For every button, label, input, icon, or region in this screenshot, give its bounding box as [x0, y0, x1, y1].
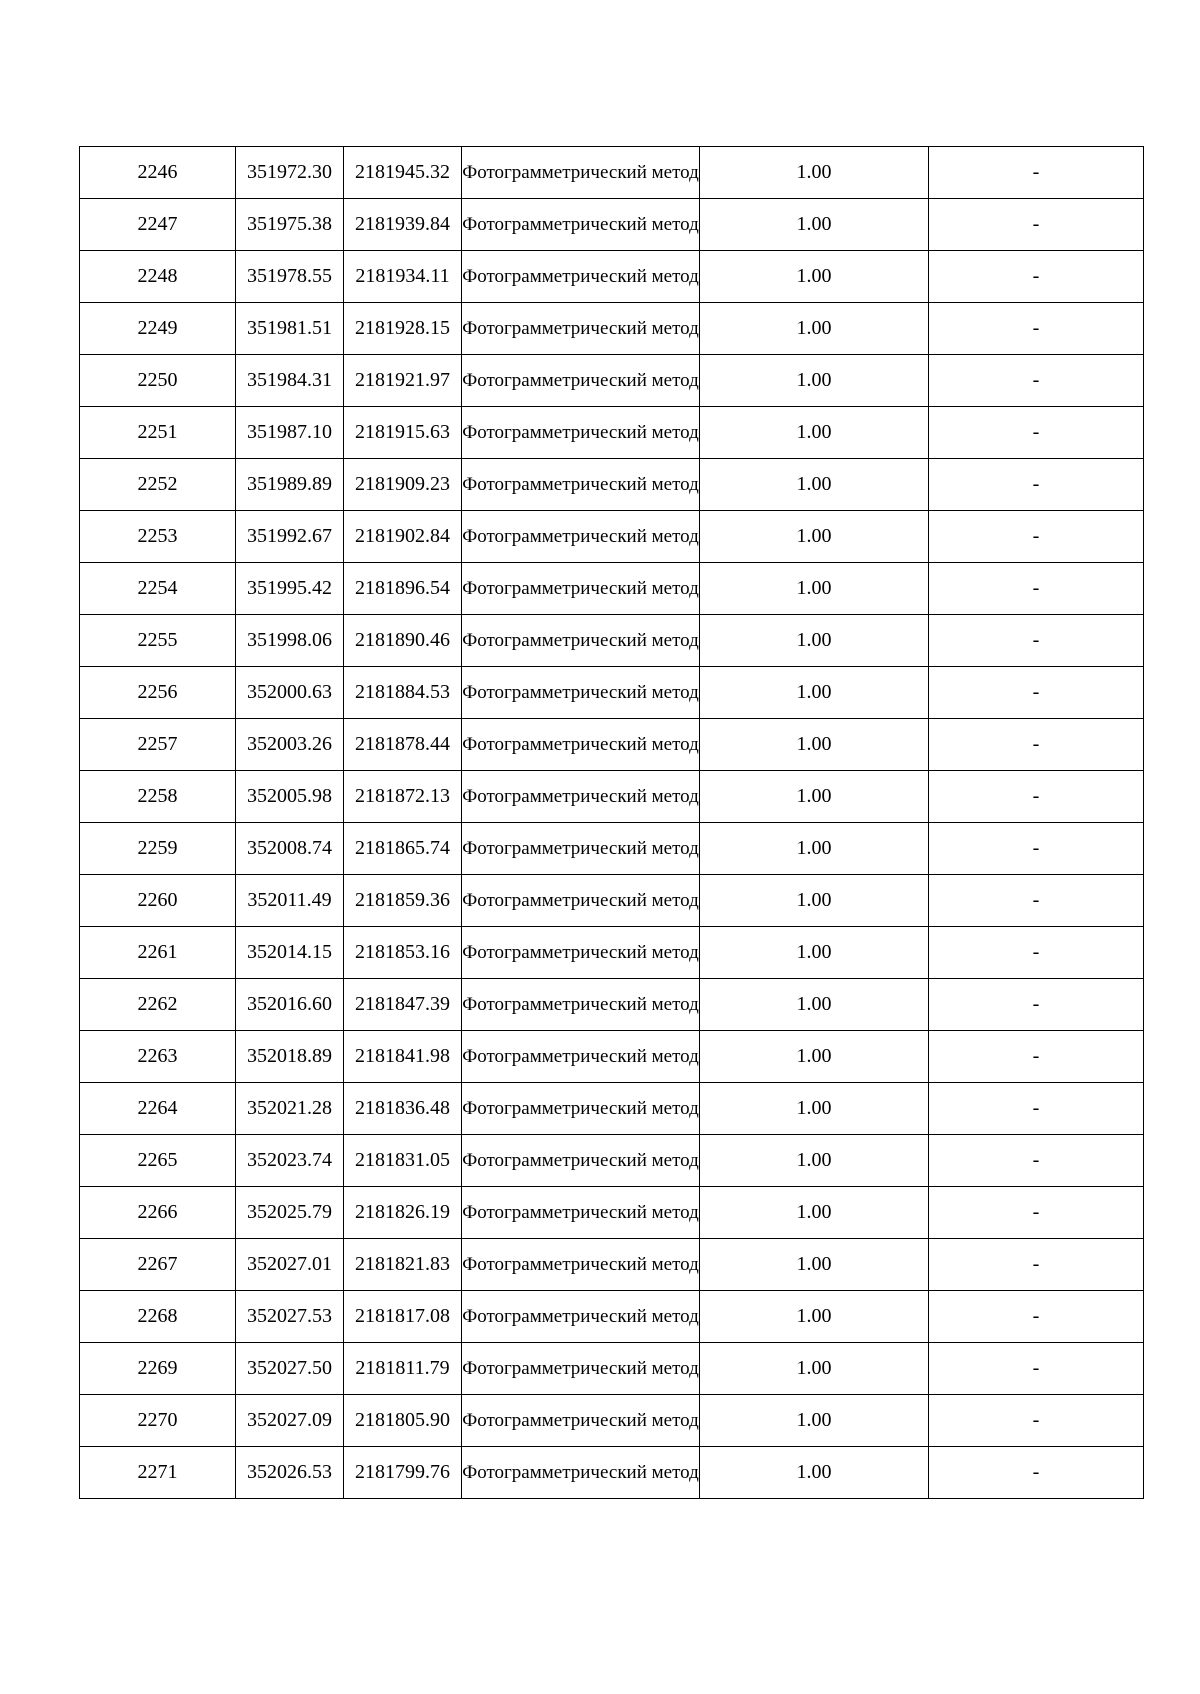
- note-cell: -: [929, 1135, 1144, 1187]
- table-row: [80, 147, 1144, 199]
- method-cell: Фотограмметрический метод: [462, 615, 700, 667]
- table-row: [80, 355, 1144, 407]
- method-cell: Фотограмметрический метод: [462, 147, 700, 199]
- x-coordinate-cell: 352016.60: [236, 979, 344, 1031]
- point-number-cell: 2250: [80, 355, 236, 407]
- accuracy-cell: 1.00: [700, 615, 929, 667]
- x-coordinate-cell: 351989.89: [236, 459, 344, 511]
- x-coordinate-cell: 352021.28: [236, 1083, 344, 1135]
- point-number-cell: 2267: [80, 1239, 236, 1291]
- note-cell: -: [929, 771, 1144, 823]
- y-coordinate-cell: 2181821.83: [344, 1239, 462, 1291]
- point-number-cell: 2262: [80, 979, 236, 1031]
- y-coordinate-cell: 2181831.05: [344, 1135, 462, 1187]
- y-coordinate-cell: 2181872.13: [344, 771, 462, 823]
- coordinates-table: [79, 146, 1144, 1499]
- y-coordinate-cell: 2181826.19: [344, 1187, 462, 1239]
- point-number-cell: 2252: [80, 459, 236, 511]
- point-number-cell: 2261: [80, 927, 236, 979]
- note-cell: -: [929, 147, 1144, 199]
- method-cell: Фотограмметрический метод: [462, 303, 700, 355]
- table-row: [80, 1135, 1144, 1187]
- table-row: [80, 979, 1144, 1031]
- note-cell: -: [929, 251, 1144, 303]
- x-coordinate-cell: 352025.79: [236, 1187, 344, 1239]
- table-row: [80, 1239, 1144, 1291]
- method-cell: Фотограмметрический метод: [462, 1343, 700, 1395]
- point-number-cell: 2251: [80, 407, 236, 459]
- method-cell: Фотограмметрический метод: [462, 927, 700, 979]
- method-cell: Фотограмметрический метод: [462, 823, 700, 875]
- table-row: [80, 719, 1144, 771]
- x-coordinate-cell: 352014.15: [236, 927, 344, 979]
- table-row: [80, 927, 1144, 979]
- method-cell: Фотограмметрический метод: [462, 1135, 700, 1187]
- point-number-cell: 2260: [80, 875, 236, 927]
- point-number-cell: 2255: [80, 615, 236, 667]
- y-coordinate-cell: 2181915.63: [344, 407, 462, 459]
- point-number-cell: 2270: [80, 1395, 236, 1447]
- y-coordinate-cell: 2181817.08: [344, 1291, 462, 1343]
- method-cell: Фотограмметрический метод: [462, 1239, 700, 1291]
- table-row: [80, 407, 1144, 459]
- accuracy-cell: 1.00: [700, 355, 929, 407]
- x-coordinate-cell: 352027.53: [236, 1291, 344, 1343]
- y-coordinate-cell: 2181896.54: [344, 563, 462, 615]
- table-row: [80, 615, 1144, 667]
- y-coordinate-cell: 2181878.44: [344, 719, 462, 771]
- x-coordinate-cell: 352003.26: [236, 719, 344, 771]
- method-cell: Фотограмметрический метод: [462, 1031, 700, 1083]
- table-row: [80, 1291, 1144, 1343]
- accuracy-cell: 1.00: [700, 1447, 929, 1499]
- y-coordinate-cell: 2181865.74: [344, 823, 462, 875]
- point-number-cell: 2246: [80, 147, 236, 199]
- method-cell: Фотограмметрический метод: [462, 251, 700, 303]
- note-cell: -: [929, 1239, 1144, 1291]
- x-coordinate-cell: 351984.31: [236, 355, 344, 407]
- y-coordinate-cell: 2181836.48: [344, 1083, 462, 1135]
- method-cell: Фотограмметрический метод: [462, 771, 700, 823]
- note-cell: -: [929, 407, 1144, 459]
- method-cell: Фотограмметрический метод: [462, 1083, 700, 1135]
- table-row: [80, 251, 1144, 303]
- point-number-cell: 2268: [80, 1291, 236, 1343]
- point-number-cell: 2266: [80, 1187, 236, 1239]
- point-number-cell: 2256: [80, 667, 236, 719]
- accuracy-cell: 1.00: [700, 1187, 929, 1239]
- table-row: [80, 1031, 1144, 1083]
- accuracy-cell: 1.00: [700, 1239, 929, 1291]
- table-row: [80, 771, 1144, 823]
- table-row: [80, 875, 1144, 927]
- point-number-cell: 2253: [80, 511, 236, 563]
- method-cell: Фотограмметрический метод: [462, 355, 700, 407]
- note-cell: -: [929, 1187, 1144, 1239]
- method-cell: Фотограмметрический метод: [462, 979, 700, 1031]
- x-coordinate-cell: 351998.06: [236, 615, 344, 667]
- x-coordinate-cell: 352018.89: [236, 1031, 344, 1083]
- note-cell: -: [929, 303, 1144, 355]
- note-cell: -: [929, 719, 1144, 771]
- x-coordinate-cell: 352011.49: [236, 875, 344, 927]
- accuracy-cell: 1.00: [700, 771, 929, 823]
- point-number-cell: 2257: [80, 719, 236, 771]
- y-coordinate-cell: 2181884.53: [344, 667, 462, 719]
- x-coordinate-cell: 352027.09: [236, 1395, 344, 1447]
- table-row: [80, 823, 1144, 875]
- accuracy-cell: 1.00: [700, 407, 929, 459]
- y-coordinate-cell: 2181853.16: [344, 927, 462, 979]
- accuracy-cell: 1.00: [700, 511, 929, 563]
- note-cell: -: [929, 823, 1144, 875]
- y-coordinate-cell: 2181799.76: [344, 1447, 462, 1499]
- table-row: [80, 1343, 1144, 1395]
- note-cell: -: [929, 1343, 1144, 1395]
- x-coordinate-cell: 351992.67: [236, 511, 344, 563]
- table-row: [80, 563, 1144, 615]
- accuracy-cell: 1.00: [700, 1135, 929, 1187]
- accuracy-cell: 1.00: [700, 199, 929, 251]
- x-coordinate-cell: 351975.38: [236, 199, 344, 251]
- point-number-cell: 2265: [80, 1135, 236, 1187]
- y-coordinate-cell: 2181859.36: [344, 875, 462, 927]
- method-cell: Фотограмметрический метод: [462, 1395, 700, 1447]
- accuracy-cell: 1.00: [700, 719, 929, 771]
- table-row: [80, 303, 1144, 355]
- method-cell: Фотограмметрический метод: [462, 563, 700, 615]
- note-cell: -: [929, 1447, 1144, 1499]
- accuracy-cell: 1.00: [700, 459, 929, 511]
- point-number-cell: 2249: [80, 303, 236, 355]
- method-cell: Фотограмметрический метод: [462, 459, 700, 511]
- x-coordinate-cell: 351995.42: [236, 563, 344, 615]
- method-cell: Фотограмметрический метод: [462, 875, 700, 927]
- accuracy-cell: 1.00: [700, 1291, 929, 1343]
- point-number-cell: 2258: [80, 771, 236, 823]
- note-cell: -: [929, 1031, 1144, 1083]
- y-coordinate-cell: 2181847.39: [344, 979, 462, 1031]
- point-number-cell: 2271: [80, 1447, 236, 1499]
- x-coordinate-cell: 351987.10: [236, 407, 344, 459]
- table-row: [80, 459, 1144, 511]
- note-cell: -: [929, 875, 1144, 927]
- note-cell: -: [929, 563, 1144, 615]
- method-cell: Фотограмметрический метод: [462, 667, 700, 719]
- x-coordinate-cell: 352005.98: [236, 771, 344, 823]
- note-cell: -: [929, 979, 1144, 1031]
- y-coordinate-cell: 2181890.46: [344, 615, 462, 667]
- y-coordinate-cell: 2181841.98: [344, 1031, 462, 1083]
- point-number-cell: 2269: [80, 1343, 236, 1395]
- accuracy-cell: 1.00: [700, 927, 929, 979]
- y-coordinate-cell: 2181811.79: [344, 1343, 462, 1395]
- note-cell: -: [929, 199, 1144, 251]
- x-coordinate-cell: 351978.55: [236, 251, 344, 303]
- y-coordinate-cell: 2181805.90: [344, 1395, 462, 1447]
- accuracy-cell: 1.00: [700, 563, 929, 615]
- x-coordinate-cell: 351972.30: [236, 147, 344, 199]
- x-coordinate-cell: 351981.51: [236, 303, 344, 355]
- accuracy-cell: 1.00: [700, 251, 929, 303]
- note-cell: -: [929, 511, 1144, 563]
- point-number-cell: 2264: [80, 1083, 236, 1135]
- x-coordinate-cell: 352027.01: [236, 1239, 344, 1291]
- note-cell: -: [929, 1291, 1144, 1343]
- note-cell: -: [929, 927, 1144, 979]
- method-cell: Фотограмметрический метод: [462, 407, 700, 459]
- note-cell: -: [929, 1083, 1144, 1135]
- accuracy-cell: 1.00: [700, 979, 929, 1031]
- accuracy-cell: 1.00: [700, 1343, 929, 1395]
- note-cell: -: [929, 615, 1144, 667]
- accuracy-cell: 1.00: [700, 667, 929, 719]
- y-coordinate-cell: 2181939.84: [344, 199, 462, 251]
- x-coordinate-cell: 352000.63: [236, 667, 344, 719]
- y-coordinate-cell: 2181902.84: [344, 511, 462, 563]
- x-coordinate-cell: 352027.50: [236, 1343, 344, 1395]
- accuracy-cell: 1.00: [700, 1395, 929, 1447]
- y-coordinate-cell: 2181909.23: [344, 459, 462, 511]
- point-number-cell: 2247: [80, 199, 236, 251]
- accuracy-cell: 1.00: [700, 1083, 929, 1135]
- y-coordinate-cell: 2181921.97: [344, 355, 462, 407]
- table-body: [80, 147, 1144, 1499]
- accuracy-cell: 1.00: [700, 1031, 929, 1083]
- method-cell: Фотограмметрический метод: [462, 511, 700, 563]
- method-cell: Фотограмметрический метод: [462, 719, 700, 771]
- point-number-cell: 2259: [80, 823, 236, 875]
- point-number-cell: 2254: [80, 563, 236, 615]
- method-cell: Фотограмметрический метод: [462, 199, 700, 251]
- table-row: [80, 1187, 1144, 1239]
- table-row: [80, 1083, 1144, 1135]
- accuracy-cell: 1.00: [700, 875, 929, 927]
- accuracy-cell: 1.00: [700, 823, 929, 875]
- x-coordinate-cell: 352023.74: [236, 1135, 344, 1187]
- accuracy-cell: 1.00: [700, 303, 929, 355]
- point-number-cell: 2248: [80, 251, 236, 303]
- method-cell: Фотограмметрический метод: [462, 1187, 700, 1239]
- note-cell: -: [929, 355, 1144, 407]
- note-cell: -: [929, 1395, 1144, 1447]
- table-row: [80, 1395, 1144, 1447]
- y-coordinate-cell: 2181934.11: [344, 251, 462, 303]
- x-coordinate-cell: 352008.74: [236, 823, 344, 875]
- method-cell: Фотограмметрический метод: [462, 1447, 700, 1499]
- note-cell: -: [929, 667, 1144, 719]
- table-row: [80, 511, 1144, 563]
- table-row: [80, 667, 1144, 719]
- point-number-cell: 2263: [80, 1031, 236, 1083]
- table-row: [80, 1447, 1144, 1499]
- note-cell: -: [929, 459, 1144, 511]
- table-row: [80, 199, 1144, 251]
- accuracy-cell: 1.00: [700, 147, 929, 199]
- y-coordinate-cell: 2181928.15: [344, 303, 462, 355]
- x-coordinate-cell: 352026.53: [236, 1447, 344, 1499]
- y-coordinate-cell: 2181945.32: [344, 147, 462, 199]
- method-cell: Фотограмметрический метод: [462, 1291, 700, 1343]
